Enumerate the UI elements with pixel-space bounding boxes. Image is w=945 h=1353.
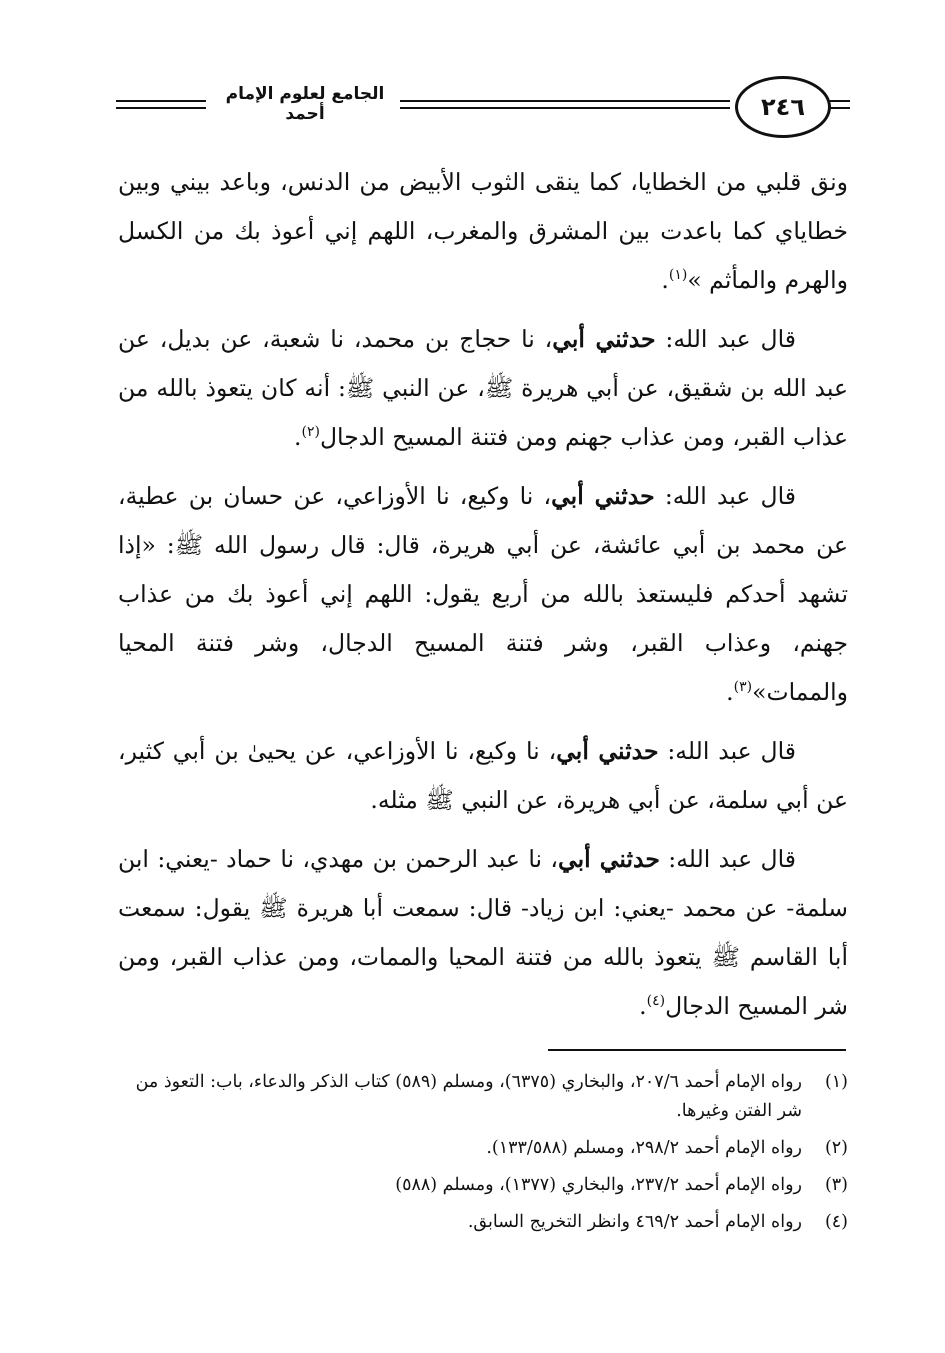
text-run: . bbox=[726, 678, 734, 706]
running-title: الجامع لعلوم الإمام أحمد bbox=[225, 84, 385, 124]
paragraph bbox=[118, 472, 848, 717]
page-number: ٢٤٦ bbox=[735, 76, 831, 138]
footnote-number: (٣) bbox=[824, 1175, 848, 1195]
text-run: ، نا حجاج بن محمد، نا شعبة، عن بديل، عن عبد الله بن شقيق، عن أبي هريرة ﷺ، عن النبي ﷺ: أنه كان يتعوذ بالله من عذاب القبر، ومن عذاب جهنم ومن فتنة المسيح الدجال bbox=[118, 325, 848, 451]
main-text bbox=[118, 158, 848, 1041]
footnote-text: رواه الإمام أحمد ٤٦٩/٢ وانظر التخريج السابق. bbox=[467, 1212, 802, 1232]
text-run: ، نا عبد الرحمن بن مهدي، نا حماد -يعني: ابن سلمة- عن محمد -يعني: ابن زياد- قال: سمعت أبا هريرة ﷺ يقول: سمعت أبا القاسم ﷺ يتعوذ بالله من فتنة المحيا والممات، ومن عذاب القبر، ومن شر المسيح الدجال bbox=[118, 845, 848, 1020]
footnote-ref: (٣) bbox=[733, 679, 753, 696]
bold-phrase: حدثني أبي bbox=[551, 482, 655, 510]
paragraph bbox=[118, 835, 848, 1031]
text-run: قال عبد الله: bbox=[658, 737, 797, 765]
bold-phrase: حدثني أبي bbox=[556, 737, 659, 765]
footnote bbox=[108, 1134, 848, 1163]
footnotes bbox=[108, 1068, 848, 1245]
bold-phrase: حدثني أبي bbox=[558, 845, 660, 873]
text-run: قال عبد الله: bbox=[655, 325, 797, 353]
paragraph bbox=[118, 158, 848, 305]
footnote-text: رواه الإمام أحمد ٢٩٨/٢، ومسلم (١٣٣/٥٨٨). bbox=[486, 1138, 802, 1158]
header-rule-right bbox=[830, 100, 850, 109]
paragraph bbox=[118, 727, 848, 825]
bold-phrase: حدثني أبي bbox=[552, 325, 656, 353]
text-run: . bbox=[294, 423, 302, 451]
footnote bbox=[108, 1171, 848, 1200]
text-run: قال عبد الله: bbox=[654, 482, 797, 510]
footnote-ref: (١) bbox=[668, 267, 688, 284]
text-run: ، نا وكيع، نا الأوزاعي، عن حسان بن عطية، عن محمد بن أبي عائشة، عن أبي هريرة، قال: قال رسول الله ﷺ: «إذا تشهد أحدكم فليستعذ بالله من أربع يقول: اللهم إني أعوذ بك من عذاب جهنم، وعذاب القبر، وشر فتنة المسيح الدجال، وشر فتنة المحيا والممات» bbox=[118, 482, 848, 706]
paragraph bbox=[118, 315, 848, 462]
footnote-separator bbox=[548, 1049, 846, 1051]
text-run: . bbox=[661, 266, 669, 294]
footnote-text: رواه الإمام أحمد ٢٣٧/٢، والبخاري (١٣٧٧)، ومسلم (٥٨٨) bbox=[395, 1175, 802, 1195]
footnote-number: (٢) bbox=[824, 1138, 848, 1158]
footnote-ref: (٢) bbox=[301, 424, 320, 441]
footnote bbox=[108, 1068, 848, 1126]
page-header bbox=[110, 70, 850, 142]
footnote-text: رواه الإمام أحمد ٢٠٧/٦، والبخاري (٦٣٧٥)، ومسلم (٥٨٩) كتاب الذكر والدعاء، باب: التعوذ من شر الفتن وغيرها. bbox=[135, 1072, 802, 1121]
text-run: قال عبد الله: bbox=[659, 845, 796, 873]
text-run: . bbox=[639, 992, 647, 1020]
footnote bbox=[108, 1208, 848, 1237]
footnote-number: (١) bbox=[824, 1072, 848, 1092]
footnote-number: (٤) bbox=[824, 1212, 848, 1232]
footnote-ref: (٤) bbox=[646, 993, 666, 1010]
text-run: ، نا وكيع، نا الأوزاعي، عن يحيىٰ بن أبي كثير، عن أبي سلمة، عن أبي هريرة، عن النبي ﷺ مثله. bbox=[118, 737, 848, 814]
header-rule-middle bbox=[400, 100, 730, 109]
header-rule-left bbox=[116, 100, 206, 109]
text-run: ونق قلبي من الخطايا، كما ينقى الثوب الأبيض من الدنس، وباعد بيني وبين خطاياي كما باعدت بين المشرق والمغرب، اللهم إني أعوذ بك من الكسل والهرم والمأثم » bbox=[118, 168, 848, 294]
